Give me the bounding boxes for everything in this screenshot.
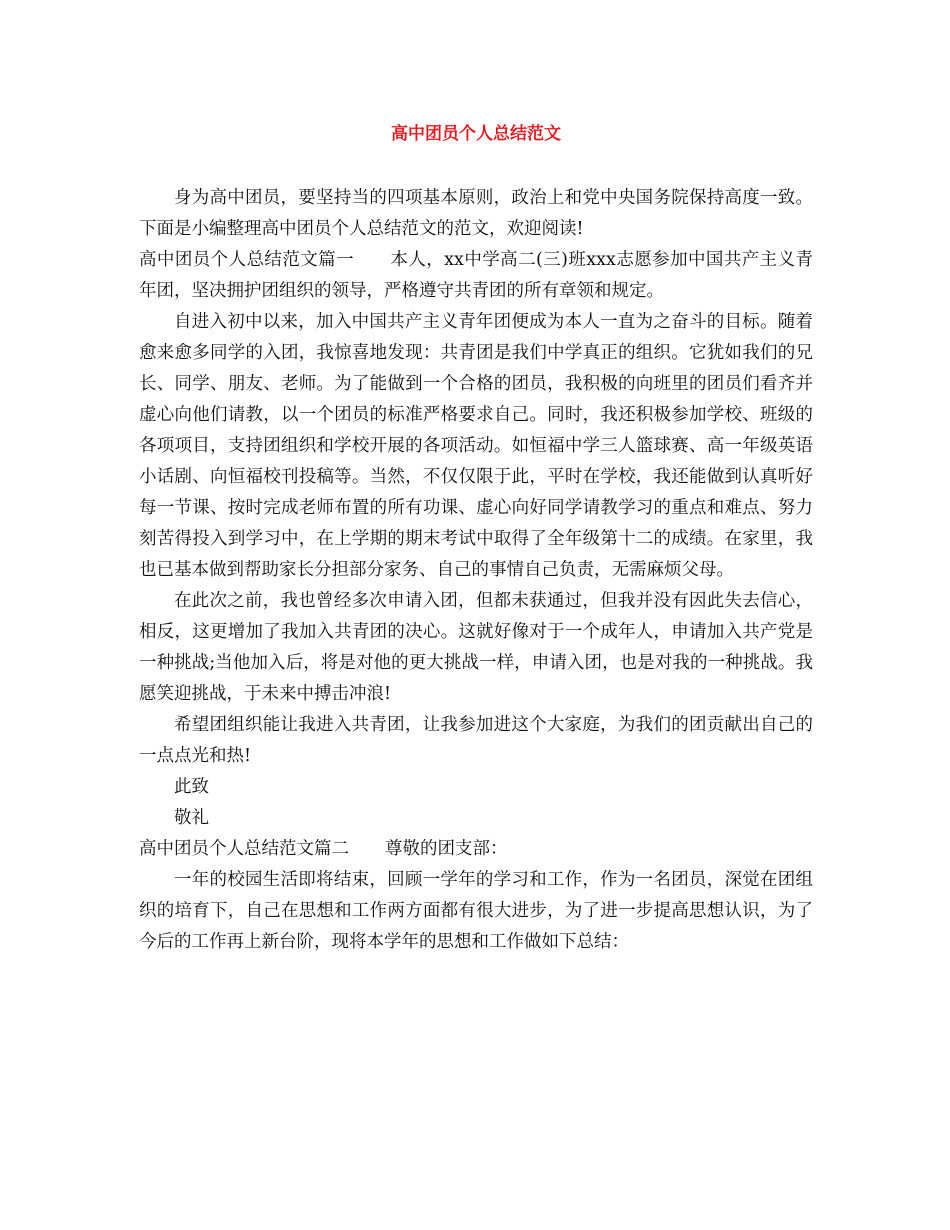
section1-paragraph-1: 自进入初中以来，加入中国共产主义青年团便成为本人一直为之奋斗的目标。随着愈来愈多同学的入团，我惊喜地发现：共青团是我们中学真正的组织。它犹如我们的兄长、同学、朋友、老师。为了能做到一个合格的团员，我积极的向班里的团员们看齐并虚心向他们请教，以一个团员的标准严格要求自己。同时，我还积极参加学校、班级的各项项目，支持团组织和学校开展的各项活动。如恒福中学三人篮球赛、高一年级英语小话剧、向恒福校刊投稿等。当然，不仅仅限于此，平时在学校，我还能做到认真听好每一节课、按时完成老师布置的所有功课、虚心向好同学请教学习的重点和难点、努力刻苦得投入到学习中，在上学期的期末考试中取得了全年级第十二的成绩。在家里，我也已基本做到帮助家长分担部分家务、自己的事情自己负责，无需麻烦父母。	[139, 312, 813, 580]
section1-heading-line	[139, 245, 813, 307]
section2-opening: 尊敬的团支部：	[385, 839, 508, 859]
section2-heading-line	[139, 834, 813, 865]
section1-paragraph-3: 希望团组织能让我进入共青团，让我参加进这个大家庭，为我们的团贡献出自己的一点点光和热!	[139, 715, 813, 766]
section2-paragraph-1: 一年的校园生活即将结束，回顾一学年的学习和工作，作为一名团员，深觉在团组织的培育下，自己在思想和工作两方面都有很大进步，为了进一步提高思想认识，为了今后的工作再上新台阶，现将本学年的思想和工作做如下总结：	[139, 870, 813, 952]
document-title: 高中团员个人总结范文	[391, 124, 561, 144]
section1-opening: 本人，xx中学高二(三)班xxx志愿参加中国共产主义青年团，坚决拥护团组织的领导，严格遵守共青团的所有章领和规定。	[139, 250, 813, 301]
intro-paragraph: 身为高中团员，要坚持当的四项基本原则，政治上和党中央国务院保持高度一致。下面是小编整理高中团员个人总结范文的范文，欢迎阅读!	[139, 188, 813, 239]
closing-regards: 敬礼	[174, 808, 209, 828]
section2-heading: 高中团员个人总结范文篇二	[139, 839, 349, 859]
closing-salutation: 此致	[174, 777, 209, 797]
section1-heading: 高中团员个人总结范文篇一	[139, 250, 354, 270]
document-page	[139, 122, 813, 958]
section1-paragraph-2: 在此次之前，我也曾经多次申请入团，但都未获通过，但我并没有因此失去信心，相反，这更增加了我加入共青团的决心。这就好像对于一个成年人，申请加入共产党是一种挑战;当他加入后，将是对他的更大挑战一样，申请入团，也是对我的一种挑战。我愿笑迎挑战，于未来中搏击冲浪!	[139, 591, 813, 704]
